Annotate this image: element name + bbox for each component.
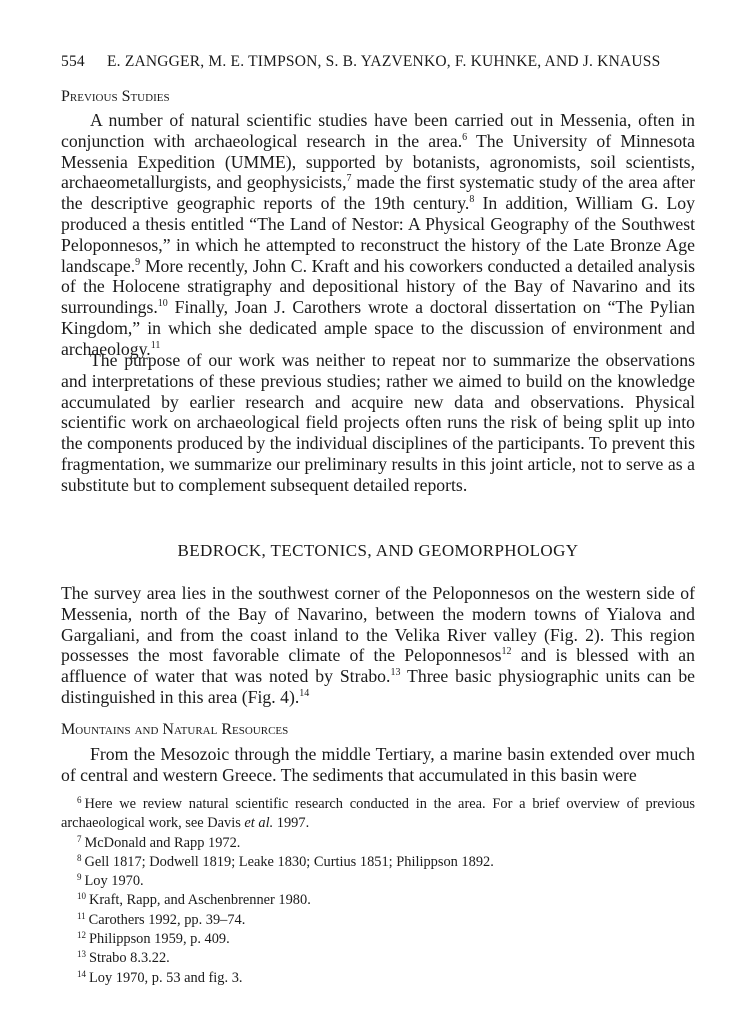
- section-heading-bedrock: BEDROCK, TECTONICS, AND GEOMORPHOLOGY: [177, 541, 579, 560]
- footnote: $^8$ Gell 1817; Dodwell 1819; Leake 1830; Curtius 1851; Philippson 1892.: [77, 852, 494, 870]
- footnote-ref-6: 6: [462, 131, 468, 143]
- page-number: 554: [61, 53, 85, 70]
- footnote-ref-10: 10: [157, 298, 168, 310]
- subheading-previous-studies: Previous Studies: [61, 88, 170, 105]
- footnote: $^{12}$ Philippson 1959, p. 409.: [77, 930, 230, 948]
- footnote-ref-14: 14: [299, 687, 310, 699]
- footnote: $^{10}$ Kraft, Rapp, and Aschenbrenner 1980.: [77, 891, 311, 909]
- paragraph-previous-studies: A number of natural scientific studies have been carried out in Messenia, often in conjunction with archaeological research in the area.$^6$ The University of Minnesota Messenia Expedition (UMME), supported by botanists, agronomists, soil scientists, archaeometallurgists, and geophysicists,$^7$ made the first systematic study of the area after the descriptive geographic reports of the 19th century.$^8$ In addition, William G. Loy produced a thesis entitled “The Land of Nestor: A Physical Geography of the Southwest Peloponnesos,” in which he attempted to reconstruct the history of the Late Bronze Age landscape.$^9$ More recently, John C. Kraft and his coworkers conducted a detailed analysis of the Holocene stratigraphy and depositional history of the Bay of Navarino and its surroundings.$^{10}$ Finally, Joan J. Carothers wrote a doctoral dissertation on “The Pylian Kingdom,” in which she dedicated ample space to the discussion of environment and archaeology.$^{11}$: [61, 110, 695, 359]
- footnote-ref-9: 9: [135, 256, 141, 268]
- running-head: [61, 53, 695, 71]
- footnote: $^9$ Loy 1970.: [77, 872, 144, 890]
- paragraph-survey-area: The survey area lies in the southwest corner of the Peloponnesos on the western side of Messenia, north of the Bay of Navarino, between the modern towns of Yialova and Gargaliani, and from the coast inland to the Velika River valley (Fig. 2). This region possesses the most favorable climate of the Peloponnesos$^{12}$ and is blessed with an affluence of water that was noted by Strabo.$^{13}$ Three basic physiographic units can be distinguished in this area (Fig. 4).$^{14}$: [61, 583, 696, 707]
- paragraph-mesozoic: From the Mesozoic through the middle Tertiary, a marine basin extended over much of central and western Greece. The sediments that accumulated in this basin were: [61, 744, 695, 785]
- footnote: $^{11}$ Carothers 1992, pp. 39–74.: [77, 910, 246, 928]
- paragraph-purpose: The purpose of our work was neither to repeat nor to summarize the observations and interpretations of these previous studies; rather we aimed to build on the knowledge accumulated by earlier research and acquire new data and observations. Physical scientific work on archaeological field projects often runs the risk of being split up into the components produced by the individual disciplines of the participants. To prevent this fragmentation, we summarize our preliminary results in this joint article, not to serve as a substitute but to complement subsequent detailed reports.: [61, 350, 695, 495]
- footnote-ref-12: 12: [501, 646, 512, 658]
- footnote-ref-8: 8: [469, 194, 475, 206]
- footnote-ref-11: 11: [150, 339, 161, 351]
- author-line: E. ZANGGER, M. E. TIMPSON, S. B. YAZVENKO, F. KUHNKE, AND J. KNAUSS: [107, 53, 661, 70]
- footnote: $^{13}$ Strabo 8.3.22.: [77, 949, 170, 967]
- footnotes: [61, 795, 695, 988]
- footnote: $^7$ McDonald and Rapp 1972.: [77, 833, 241, 851]
- footnote-ref-7: 7: [346, 173, 352, 185]
- footnote-ref-13: 13: [390, 667, 401, 679]
- footnote: $^{14}$ Loy 1970, p. 53 and fig. 3.: [77, 968, 243, 986]
- subheading-mountains: Mountains and Natural Resources: [61, 721, 289, 738]
- footnote: $^6$ Here we review natural scientific research conducted in the area. For a brief overview of previous archaeological work, see Davis et al. 1997.: [61, 795, 695, 832]
